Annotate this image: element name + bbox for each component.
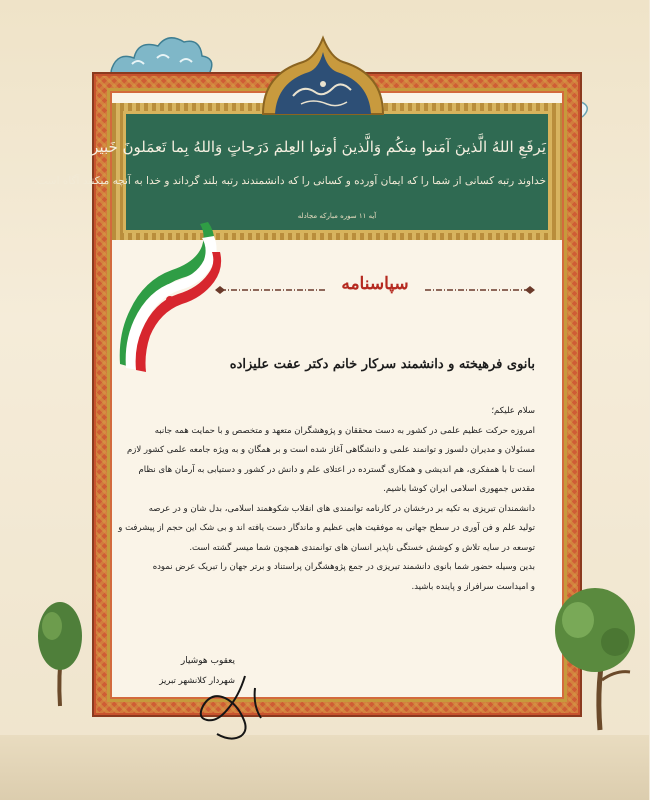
verse-reference: آیه ۱۱ سوره مبارکه مجادله: [297, 212, 377, 220]
quran-verse-translation: خداوند رتبه کسانی از شما را که ایمان آورده و کسانی را که دانشمندند رتبه بلند گرداند و خدا به آنچه میکنید آگاه است.: [34, 175, 546, 187]
body-line: توسعه در سایه تلاش و کوشش خستگی ناپذیر انسان های توانمندی همچون شما میسر گشته است.: [189, 542, 535, 553]
floor-band: [0, 735, 649, 800]
body-line: مقدس جمهوری اسلامی ایران کوشا باشیم.: [383, 484, 535, 494]
body-line: سلام علیکم؛: [491, 406, 535, 416]
body-line: تولید علم و فن آوری در سطح جهانی به موفقیت هایی عظیم و ماندگار دست یافته اند و بی شک این حجم از پیشرفت و: [118, 523, 535, 533]
addressee-line: بانوی فرهیخته و دانشمند سرکار خانم دکتر عفت علیزاده: [229, 357, 535, 372]
tree-ornament-right: [540, 580, 650, 730]
handwritten-signature: [175, 666, 285, 738]
body-line: است تا با همفکری، هم اندیشی و همکاری گسترده در اعتلای علم و دانش در کشور و دستیابی به آرمان های نظام: [138, 464, 535, 475]
signer-name: یعقوب هوشیار: [180, 656, 235, 666]
letter-body: [118, 402, 535, 617]
body-line: دانشمندان تبریزی به تکیه بر درخشان در کارنامه توانمندی های انقلاب شکوهمند اسلامی، بدل شان و در عرصه: [148, 503, 535, 514]
title-block: [210, 270, 540, 310]
calligraphy-medallion: [253, 34, 393, 114]
body-line: بدین وسیله حضور شما بانوی دانشمند تبریزی در جمع پژوهشگران پراستناد و برتر جهان را تبریک عرض نموده: [152, 562, 535, 572]
body-line: و امیداست سرافراز و پاینده باشید.: [411, 581, 535, 592]
certificate-title: سپاسنامه: [341, 274, 409, 294]
tree-ornament-left: [30, 596, 90, 706]
signer-title: شهردار کلانشهر تبریز: [159, 676, 235, 686]
quran-verse-arabic: يَرفَعِ اللهُ الَّذينَ آمَنوا مِنكُم وَالَّذينَ أوتوا العِلمَ دَرَجاتٍ وَاللهُ بِما تَعمَلونَ خَبير: [91, 138, 546, 156]
body-line: مسئولان و مدیران دلسوز و توانمند علمی و دانشگاهی آغاز شده است و بر همگان و به ویژه جامعه علمی کشور لازم: [127, 445, 535, 455]
body-line: امروزه حرکت عظیم علمی در کشور به دست محققان و پژوهشگران متعهد و متخصص و با حمایت همه جانبه: [154, 425, 535, 436]
